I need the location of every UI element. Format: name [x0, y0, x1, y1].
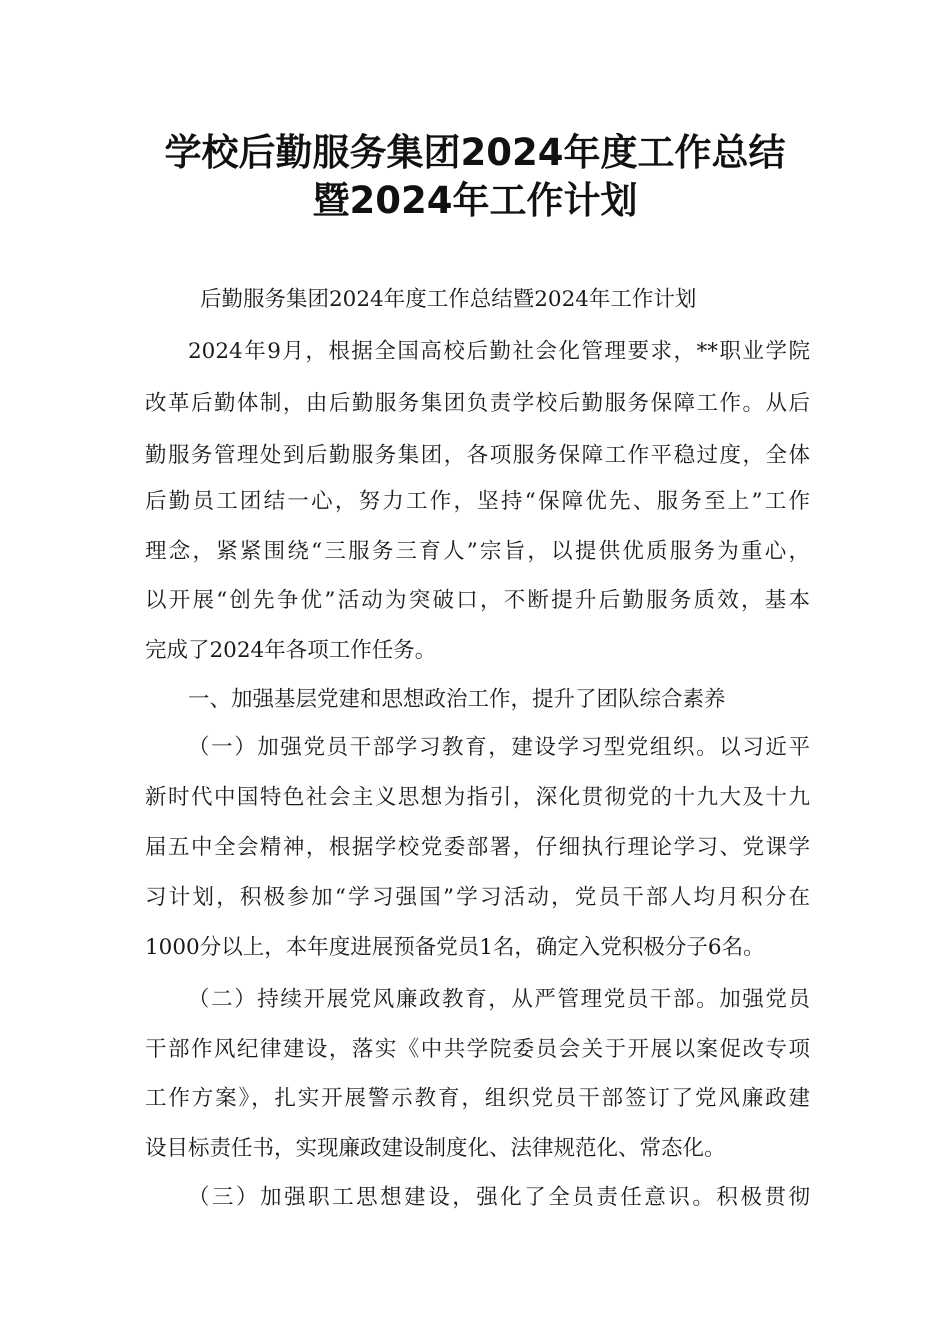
paragraph-line: （二）持续开展党风廉政教育，从严管理党员干部。加强党员 — [188, 987, 810, 1012]
paragraph-line: 干部作风纪律建设，落实《中共学院委员会关于开展以案促改专项 — [145, 1037, 810, 1062]
paragraph-line: 习计划，积极参加“学习强国”学习活动，党员干部人均月积分在 — [145, 885, 810, 910]
document-title-line-2: 暨2024年工作计划 — [312, 179, 638, 222]
paragraph-line: 1000分以上，本年度进展预备党员1名，确定入党积极分子6名。 — [145, 935, 765, 960]
document-title-line-1: 学校后勤服务集团2024年度工作总结 — [164, 131, 786, 174]
paragraph-line: 新时代中国特色社会主义思想为指引，深化贯彻党的十九大及十九 — [145, 785, 810, 810]
paragraph-line: 2024年9月，根据全国高校后勤社会化管理要求，**职业学院 — [188, 339, 810, 364]
section-heading: 一、加强基层党建和思想政治工作，提升了团队综合素养 — [188, 687, 726, 712]
document-subtitle: 后勤服务集团2024年度工作总结暨2024年工作计划 — [200, 287, 697, 312]
paragraph-line: （一）加强党员干部学习教育，建设学习型党组织。以习近平 — [188, 735, 810, 760]
paragraph-line: 以开展“创先争优”活动为突破口，不断提升后勤服务质效，基本 — [145, 588, 810, 613]
paragraph-line: 改革后勤体制，由后勤服务集团负责学校后勤服务保障工作。从后 — [145, 391, 810, 416]
paragraph-line: 后勤员工团结一心，努力工作，坚持“保障优先、服务至上”工作 — [145, 489, 810, 514]
paragraph-line: 工作方案》，扎实开展警示教育，组织党员干部签订了党风廉政建 — [145, 1086, 810, 1111]
paragraph-line: 完成了2024年各项工作任务。 — [145, 638, 437, 663]
paragraph-line: 设目标责任书，实现廉政建设制度化、法律规范化、常态化。 — [145, 1136, 726, 1161]
paragraph-line: （三）加强职工思想建设，强化了全员责任意识。积极贯彻 — [188, 1185, 810, 1210]
paragraph-line: 届五中全会精神，根据学校党委部署，仔细执行理论学习、党课学 — [145, 835, 810, 860]
paragraph-line: 勤服务管理处到后勤服务集团，各项服务保障工作平稳过度，全体 — [145, 443, 810, 468]
paragraph-line: 理念，紧紧围绕“三服务三育人”宗旨，以提供优质服务为重心， — [145, 539, 810, 564]
